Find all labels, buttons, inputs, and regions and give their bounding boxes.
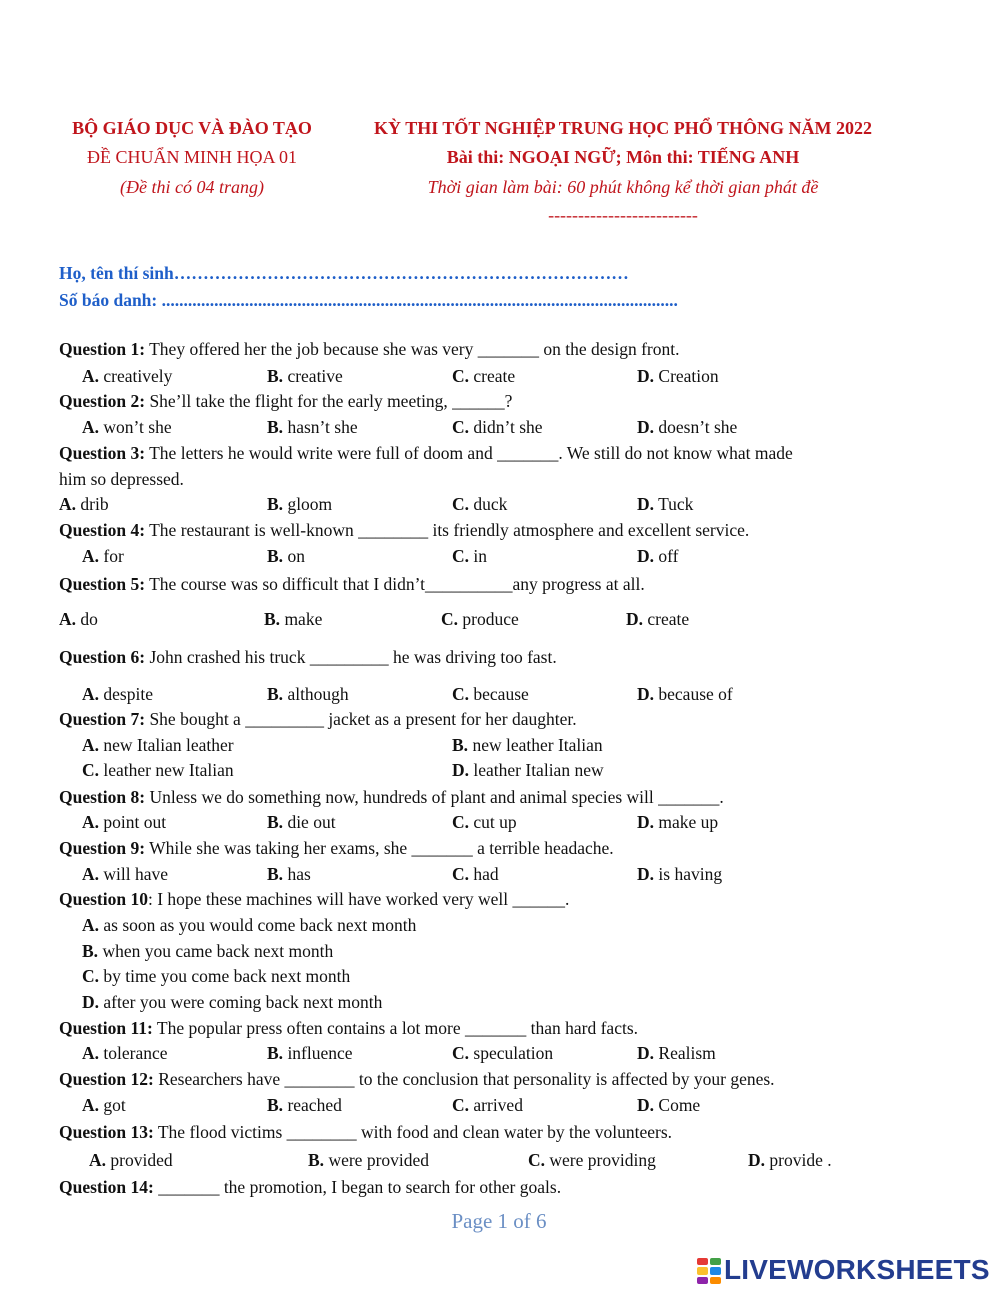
option-letter: B. xyxy=(267,684,284,704)
option-letter: C. xyxy=(452,1095,470,1115)
page-number: Page 1 of 6 xyxy=(451,1209,547,1233)
option-letter: C. xyxy=(441,609,459,629)
answer-option xyxy=(626,609,689,629)
question-label: Question 1: xyxy=(59,339,146,359)
question-text: The popular press often contains a lot more _______ than hard facts. xyxy=(152,1018,639,1038)
option-text: arrived xyxy=(469,1095,523,1115)
question-stem xyxy=(59,1177,561,1197)
header-divider: ------------------------- xyxy=(548,205,698,225)
option-text: tolerance xyxy=(99,1043,168,1063)
answer-option xyxy=(637,1095,700,1115)
question-label: Question 2: xyxy=(59,391,146,411)
option-letter: D. xyxy=(637,494,655,514)
answer-option xyxy=(82,1095,126,1115)
option-text: cut up xyxy=(469,812,517,832)
answer-option xyxy=(452,417,543,437)
option-letter: B. xyxy=(82,941,99,961)
answer-option xyxy=(637,417,737,437)
question-text: Unless we do something now, hundreds of plant and animal species will _______. xyxy=(145,787,724,807)
question-label: Question 9: xyxy=(59,838,146,858)
answer-option xyxy=(82,812,166,832)
option-letter: C. xyxy=(452,546,470,566)
question-label: Question 6: xyxy=(59,647,146,667)
question-stem xyxy=(59,520,749,540)
answer-option xyxy=(452,864,499,884)
option-letter: A. xyxy=(82,1095,100,1115)
answer-option xyxy=(452,1095,523,1115)
question-label: Question 5: xyxy=(59,574,146,594)
option-text: off xyxy=(654,546,679,566)
option-text: die out xyxy=(283,812,336,832)
answer-option xyxy=(452,735,603,755)
answer-option xyxy=(82,941,333,961)
option-letter: B. xyxy=(267,494,284,514)
option-letter: B. xyxy=(267,546,284,566)
question-stem xyxy=(59,1018,638,1038)
option-text: new Italian leather xyxy=(99,735,234,755)
option-text: although xyxy=(283,684,349,704)
question-text: She’ll take the flight for the early meeting, ______? xyxy=(145,391,513,411)
option-text: new leather Italian xyxy=(468,735,603,755)
option-text: reached xyxy=(283,1095,342,1115)
answer-option xyxy=(267,366,343,386)
option-letter: C. xyxy=(82,966,100,986)
option-text: doesn’t she xyxy=(654,417,738,437)
option-text: influence xyxy=(283,1043,353,1063)
option-letter: B. xyxy=(267,864,284,884)
option-text: will have xyxy=(99,864,169,884)
ministry-name: BỘ GIÁO DỤC VÀ ĐÀO TẠO xyxy=(72,118,312,138)
option-letter: D. xyxy=(637,366,655,386)
answer-option xyxy=(82,684,153,704)
question-stem xyxy=(59,647,557,667)
answer-option xyxy=(267,417,358,437)
option-text: for xyxy=(99,546,124,566)
option-text: gloom xyxy=(283,494,333,514)
question-text: They offered her the job because she was very _______ on the design front. xyxy=(145,339,680,359)
option-letter: B. xyxy=(267,1043,284,1063)
option-letter: C. xyxy=(452,417,470,437)
answer-option xyxy=(82,366,172,386)
question-stem xyxy=(59,339,679,359)
option-text: make xyxy=(280,609,323,629)
option-text: Realism xyxy=(654,1043,716,1063)
exam-code: ĐỀ CHUẨN MINH HỌA 01 xyxy=(87,147,297,167)
question-text-continued: him so depressed. xyxy=(59,469,184,489)
option-text: has xyxy=(283,864,311,884)
option-text: Tuck xyxy=(654,494,694,514)
question-label: Question 14: xyxy=(59,1177,154,1197)
option-letter: D. xyxy=(637,864,655,884)
answer-option xyxy=(748,1150,832,1170)
option-letter: B. xyxy=(452,735,469,755)
option-letter: D. xyxy=(637,417,655,437)
option-letter: A. xyxy=(82,417,100,437)
option-text: got xyxy=(99,1095,126,1115)
option-letter: D. xyxy=(748,1150,766,1170)
question-text: The flood victims ________ with food and clean water by the volunteers. xyxy=(153,1122,673,1142)
option-letter: C. xyxy=(452,1043,470,1063)
option-text: duck xyxy=(469,494,508,514)
answer-option xyxy=(82,417,172,437)
option-letter: B. xyxy=(267,1095,284,1115)
question-text: _______ the promotion, I began to search for other goals. xyxy=(153,1177,562,1197)
option-text: leather Italian new xyxy=(469,760,604,780)
option-text: Come xyxy=(654,1095,701,1115)
answer-option xyxy=(59,609,98,629)
answer-option xyxy=(637,546,678,566)
option-text: as soon as you would come back next month xyxy=(99,915,417,935)
option-text: because xyxy=(469,684,529,704)
option-text: create xyxy=(643,609,690,629)
answer-option xyxy=(441,609,519,629)
option-letter: B. xyxy=(264,609,281,629)
question-label: Question 11: xyxy=(59,1018,153,1038)
option-letter: D. xyxy=(637,1095,655,1115)
question-label: Question 8: xyxy=(59,787,146,807)
answer-option xyxy=(637,494,693,514)
option-letter: B. xyxy=(267,366,284,386)
question-stem xyxy=(59,889,569,909)
option-letter: D. xyxy=(637,546,655,566)
answer-option xyxy=(82,1043,168,1063)
question-stem xyxy=(59,443,793,463)
option-letter: A. xyxy=(82,812,100,832)
liveworksheets-logo-icon xyxy=(697,1258,721,1284)
question-text: The restaurant is well-known ________ its friendly atmosphere and excellent service. xyxy=(145,520,750,540)
answer-option xyxy=(452,812,517,832)
question-text: The letters he would write were full of doom and _______. We still do not know what made xyxy=(145,443,793,463)
option-letter: C. xyxy=(452,684,470,704)
option-letter: D. xyxy=(637,1043,655,1063)
question-stem xyxy=(59,574,645,594)
answer-option xyxy=(267,812,336,832)
exam-title: KỲ THI TỐT NGHIỆP TRUNG HỌC PHỔ THÔNG NĂM 2022 xyxy=(374,118,872,138)
answer-option xyxy=(82,546,124,566)
answer-option xyxy=(452,546,487,566)
question-stem xyxy=(59,787,724,807)
option-text: didn’t she xyxy=(469,417,543,437)
answer-option xyxy=(82,760,234,780)
question-text: The course was so difficult that I didn’t__________any progress at all. xyxy=(145,574,645,594)
option-text: were provided xyxy=(324,1150,430,1170)
answer-option xyxy=(267,494,332,514)
question-stem xyxy=(59,709,577,729)
answer-option xyxy=(637,366,719,386)
option-text: creative xyxy=(283,366,343,386)
option-letter: D. xyxy=(82,992,100,1012)
subject-line: Bài thi: NGOẠI NGỮ; Môn thi: TIẾNG ANH xyxy=(446,147,800,167)
candidate-name-line: Họ, tên thí sinh…………………………………………………………………… xyxy=(59,263,629,283)
answer-option xyxy=(308,1150,429,1170)
option-letter: B. xyxy=(267,812,284,832)
candidate-id-line: Số báo danh: ...................................................................................................................... xyxy=(59,290,678,310)
option-text: were providing xyxy=(545,1150,656,1170)
answer-option xyxy=(267,1095,342,1115)
answer-option xyxy=(82,735,234,755)
question-label: Question 12: xyxy=(59,1069,154,1089)
option-letter: C. xyxy=(82,760,100,780)
option-letter: A. xyxy=(82,915,100,935)
answer-option xyxy=(264,609,322,629)
answer-option xyxy=(452,366,515,386)
question-stem xyxy=(59,391,512,411)
option-letter: A. xyxy=(82,864,100,884)
option-letter: D. xyxy=(637,812,655,832)
option-text: when you came back next month xyxy=(98,941,334,961)
answer-option xyxy=(267,546,305,566)
option-text: won’t she xyxy=(99,417,172,437)
option-text: by time you come back next month xyxy=(99,966,351,986)
option-letter: A. xyxy=(82,546,100,566)
option-letter: C. xyxy=(452,812,470,832)
option-letter: B. xyxy=(308,1150,325,1170)
option-letter: C. xyxy=(528,1150,546,1170)
option-text: create xyxy=(469,366,516,386)
liveworksheets-logo-text: LIVEWORKSHEETS xyxy=(724,1254,990,1285)
option-text: speculation xyxy=(469,1043,554,1063)
option-text: make up xyxy=(654,812,719,832)
option-letter: D. xyxy=(626,609,644,629)
answer-option xyxy=(59,494,109,514)
option-text: Creation xyxy=(654,366,719,386)
question-label: Question 7: xyxy=(59,709,146,729)
option-letter: A. xyxy=(59,494,77,514)
answer-option xyxy=(452,684,529,704)
question-text: Researchers have ________ to the conclusion that personality is affected by your genes. xyxy=(153,1069,775,1089)
option-letter: A. xyxy=(82,1043,100,1063)
option-letter: A. xyxy=(89,1150,107,1170)
answer-option xyxy=(82,992,382,1012)
question-text: : I hope these machines will have worked very well ______. xyxy=(147,889,570,909)
question-stem xyxy=(59,1069,775,1089)
answer-option xyxy=(82,864,168,884)
question-stem xyxy=(59,1122,672,1142)
option-text: is having xyxy=(654,864,723,884)
option-letter: D. xyxy=(452,760,470,780)
option-letter: B. xyxy=(267,417,284,437)
answer-option xyxy=(452,1043,553,1063)
question-stem xyxy=(59,838,614,858)
option-text: after you were coming back next month xyxy=(99,992,383,1012)
time-limit: Thời gian làm bài: 60 phút không kể thời gian phát đề xyxy=(427,177,819,197)
option-text: drib xyxy=(76,494,109,514)
option-letter: C. xyxy=(452,494,470,514)
answer-option xyxy=(82,915,416,935)
answer-option xyxy=(452,494,507,514)
answer-option xyxy=(82,966,350,986)
page-count-note: (Đề thi có 04 trang) xyxy=(120,177,264,197)
option-text: leather new Italian xyxy=(99,760,234,780)
option-text: hasn’t she xyxy=(283,417,358,437)
option-text: point out xyxy=(99,812,167,832)
answer-option xyxy=(267,684,349,704)
option-text: do xyxy=(76,609,98,629)
option-text: provided xyxy=(106,1150,173,1170)
option-letter: A. xyxy=(82,366,100,386)
option-letter: D. xyxy=(637,684,655,704)
option-letter: C. xyxy=(452,864,470,884)
question-text: She bought a _________ jacket as a present for her daughter. xyxy=(145,709,577,729)
question-label: Question 10 xyxy=(59,889,148,909)
question-label: Question 13: xyxy=(59,1122,154,1142)
question-text: While she was taking her exams, she _______ a terrible headache. xyxy=(145,838,614,858)
question-text: John crashed his truck _________ he was driving too fast. xyxy=(145,647,557,667)
answer-option xyxy=(637,864,722,884)
option-text: provide . xyxy=(765,1150,832,1170)
option-text: produce xyxy=(458,609,519,629)
answer-option xyxy=(637,684,733,704)
option-letter: A. xyxy=(59,609,77,629)
option-letter: A. xyxy=(82,684,100,704)
option-letter: C. xyxy=(452,366,470,386)
option-letter: A. xyxy=(82,735,100,755)
option-text: had xyxy=(469,864,499,884)
answer-option xyxy=(528,1150,656,1170)
answer-option xyxy=(637,1043,716,1063)
option-text: on xyxy=(283,546,305,566)
answer-option xyxy=(452,760,604,780)
option-text: in xyxy=(469,546,488,566)
question-label: Question 4: xyxy=(59,520,146,540)
answer-option xyxy=(267,1043,353,1063)
option-text: despite xyxy=(99,684,153,704)
option-text: creatively xyxy=(99,366,173,386)
answer-option xyxy=(637,812,718,832)
answer-option xyxy=(89,1150,173,1170)
option-text: because of xyxy=(654,684,733,704)
question-label: Question 3: xyxy=(59,443,146,463)
answer-option xyxy=(267,864,311,884)
